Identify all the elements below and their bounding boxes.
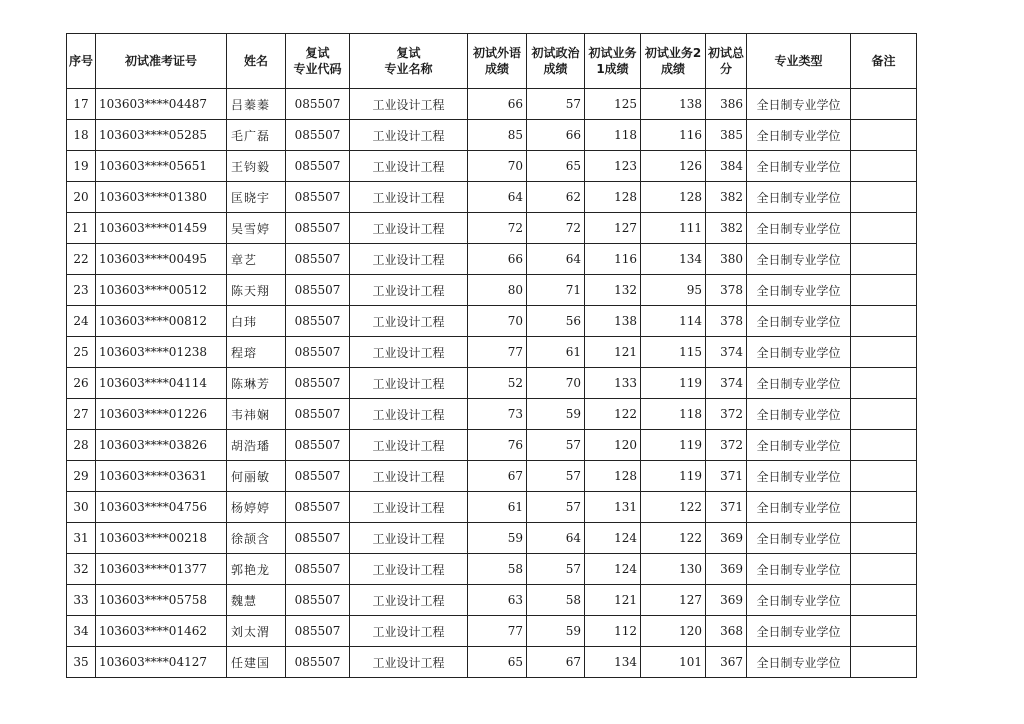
cell-foreign: 77 bbox=[468, 616, 527, 647]
cell-name: 王钧毅 bbox=[227, 151, 286, 182]
cell-foreign: 59 bbox=[468, 523, 527, 554]
cell-subject1: 121 bbox=[585, 337, 641, 368]
cell-seq: 32 bbox=[67, 554, 96, 585]
cell-exam-id: 103603****01380 bbox=[96, 182, 227, 213]
column-header-foreign bbox=[468, 34, 527, 89]
cell-major-name: 工业设计工程 bbox=[350, 120, 468, 151]
cell-major-name: 工业设计工程 bbox=[350, 616, 468, 647]
cell-total: 369 bbox=[706, 585, 747, 616]
column-header-line2: 专业名称 bbox=[384, 62, 433, 76]
cell-exam-id: 103603****01226 bbox=[96, 399, 227, 430]
cell-exam-id: 103603****00812 bbox=[96, 306, 227, 337]
cell-major-code: 085507 bbox=[286, 492, 350, 523]
cell-subject2: 122 bbox=[641, 492, 706, 523]
cell-foreign: 70 bbox=[468, 151, 527, 182]
cell-type: 全日制专业学位 bbox=[747, 213, 851, 244]
cell-type: 全日制专业学位 bbox=[747, 368, 851, 399]
cell-subject1: 125 bbox=[585, 89, 641, 120]
cell-major-name: 工业设计工程 bbox=[350, 523, 468, 554]
column-header-line1: 初试外语 bbox=[472, 46, 521, 60]
cell-seq: 20 bbox=[67, 182, 96, 213]
table-row bbox=[67, 306, 917, 337]
cell-note bbox=[851, 244, 917, 275]
cell-exam-id: 103603****05651 bbox=[96, 151, 227, 182]
cell-major-name: 工业设计工程 bbox=[350, 213, 468, 244]
cell-foreign: 64 bbox=[468, 182, 527, 213]
cell-major-name: 工业设计工程 bbox=[350, 275, 468, 306]
cell-note bbox=[851, 492, 917, 523]
cell-name: 陈天翔 bbox=[227, 275, 286, 306]
cell-politics: 59 bbox=[527, 399, 585, 430]
cell-major-code: 085507 bbox=[286, 182, 350, 213]
cell-total: 380 bbox=[706, 244, 747, 275]
cell-exam-id: 103603****04127 bbox=[96, 647, 227, 678]
cell-name: 郭艳龙 bbox=[227, 554, 286, 585]
cell-name: 陈琳芳 bbox=[227, 368, 286, 399]
cell-name: 胡浩璠 bbox=[227, 430, 286, 461]
table-row bbox=[67, 461, 917, 492]
cell-major-code: 085507 bbox=[286, 647, 350, 678]
cell-total: 371 bbox=[706, 461, 747, 492]
cell-type: 全日制专业学位 bbox=[747, 120, 851, 151]
cell-seq: 31 bbox=[67, 523, 96, 554]
table-row bbox=[67, 151, 917, 182]
table-row bbox=[67, 275, 917, 306]
cell-major-code: 085507 bbox=[286, 523, 350, 554]
cell-name: 杨婷婷 bbox=[227, 492, 286, 523]
cell-total: 369 bbox=[706, 523, 747, 554]
cell-type: 全日制专业学位 bbox=[747, 523, 851, 554]
score-table bbox=[66, 33, 917, 678]
cell-major-code: 085507 bbox=[286, 151, 350, 182]
cell-name: 韦祎娴 bbox=[227, 399, 286, 430]
table-row bbox=[67, 213, 917, 244]
column-header-type bbox=[747, 34, 851, 89]
cell-total: 382 bbox=[706, 213, 747, 244]
cell-name: 刘太渭 bbox=[227, 616, 286, 647]
column-header-line1: 专业类型 bbox=[774, 54, 823, 68]
cell-exam-id: 103603****04487 bbox=[96, 89, 227, 120]
cell-note bbox=[851, 213, 917, 244]
column-header-subject2 bbox=[641, 34, 706, 89]
cell-foreign: 72 bbox=[468, 213, 527, 244]
column-header-line1: 初试业务 bbox=[588, 46, 637, 60]
cell-seq: 34 bbox=[67, 616, 96, 647]
column-header-line1: 复试 bbox=[396, 46, 421, 60]
cell-type: 全日制专业学位 bbox=[747, 306, 851, 337]
cell-foreign: 66 bbox=[468, 244, 527, 275]
cell-type: 全日制专业学位 bbox=[747, 461, 851, 492]
cell-exam-id: 103603****05285 bbox=[96, 120, 227, 151]
column-header-line2: 专业代码 bbox=[293, 62, 342, 76]
cell-note bbox=[851, 554, 917, 585]
cell-total: 368 bbox=[706, 616, 747, 647]
cell-exam-id: 103603****00495 bbox=[96, 244, 227, 275]
cell-type: 全日制专业学位 bbox=[747, 89, 851, 120]
cell-total: 385 bbox=[706, 120, 747, 151]
cell-name: 徐颉含 bbox=[227, 523, 286, 554]
table-row bbox=[67, 647, 917, 678]
cell-major-code: 085507 bbox=[286, 461, 350, 492]
cell-total: 372 bbox=[706, 399, 747, 430]
cell-foreign: 85 bbox=[468, 120, 527, 151]
cell-subject1: 116 bbox=[585, 244, 641, 275]
cell-subject2: 116 bbox=[641, 120, 706, 151]
cell-subject1: 118 bbox=[585, 120, 641, 151]
cell-exam-id: 103603****04114 bbox=[96, 368, 227, 399]
table-header bbox=[67, 34, 917, 89]
table-row bbox=[67, 244, 917, 275]
cell-seq: 24 bbox=[67, 306, 96, 337]
cell-seq: 28 bbox=[67, 430, 96, 461]
cell-major-name: 工业设计工程 bbox=[350, 585, 468, 616]
cell-subject2: 111 bbox=[641, 213, 706, 244]
cell-subject2: 128 bbox=[641, 182, 706, 213]
column-header-line2: 分 bbox=[719, 62, 732, 76]
cell-politics: 56 bbox=[527, 306, 585, 337]
table-row bbox=[67, 554, 917, 585]
column-header-line2: 成绩 bbox=[660, 62, 685, 76]
cell-major-code: 085507 bbox=[286, 120, 350, 151]
cell-note bbox=[851, 399, 917, 430]
cell-name: 程瑢 bbox=[227, 337, 286, 368]
cell-note bbox=[851, 151, 917, 182]
cell-politics: 57 bbox=[527, 492, 585, 523]
column-header-line2: 成绩 bbox=[484, 62, 509, 76]
column-header-line1: 备注 bbox=[871, 54, 896, 68]
table-row bbox=[67, 89, 917, 120]
cell-total: 374 bbox=[706, 368, 747, 399]
cell-subject2: 122 bbox=[641, 523, 706, 554]
cell-type: 全日制专业学位 bbox=[747, 554, 851, 585]
cell-subject2: 120 bbox=[641, 616, 706, 647]
cell-major-name: 工业设计工程 bbox=[350, 647, 468, 678]
column-header-exam-id bbox=[96, 34, 227, 89]
column-header-line1: 初试总 bbox=[707, 46, 744, 60]
cell-politics: 71 bbox=[527, 275, 585, 306]
cell-type: 全日制专业学位 bbox=[747, 492, 851, 523]
cell-seq: 35 bbox=[67, 647, 96, 678]
cell-subject1: 121 bbox=[585, 585, 641, 616]
table-row bbox=[67, 492, 917, 523]
column-header-line1: 姓名 bbox=[243, 54, 268, 68]
cell-name: 魏慧 bbox=[227, 585, 286, 616]
cell-total: 384 bbox=[706, 151, 747, 182]
cell-subject1: 128 bbox=[585, 182, 641, 213]
cell-politics: 65 bbox=[527, 151, 585, 182]
cell-exam-id: 103603****05758 bbox=[96, 585, 227, 616]
cell-subject2: 134 bbox=[641, 244, 706, 275]
cell-politics: 67 bbox=[527, 647, 585, 678]
cell-major-code: 085507 bbox=[286, 213, 350, 244]
cell-note bbox=[851, 461, 917, 492]
table-row bbox=[67, 368, 917, 399]
cell-note bbox=[851, 89, 917, 120]
table-row bbox=[67, 120, 917, 151]
cell-foreign: 67 bbox=[468, 461, 527, 492]
cell-subject2: 127 bbox=[641, 585, 706, 616]
cell-major-code: 085507 bbox=[286, 368, 350, 399]
column-header-line2: 成绩 bbox=[543, 62, 568, 76]
cell-exam-id: 103603****01238 bbox=[96, 337, 227, 368]
cell-note bbox=[851, 430, 917, 461]
cell-major-code: 085507 bbox=[286, 585, 350, 616]
cell-seq: 26 bbox=[67, 368, 96, 399]
table-row bbox=[67, 523, 917, 554]
cell-name: 吴雪婷 bbox=[227, 213, 286, 244]
column-header-politics bbox=[527, 34, 585, 89]
cell-note bbox=[851, 616, 917, 647]
cell-politics: 64 bbox=[527, 244, 585, 275]
table-row bbox=[67, 337, 917, 368]
cell-major-code: 085507 bbox=[286, 306, 350, 337]
cell-exam-id: 103603****03826 bbox=[96, 430, 227, 461]
cell-name: 匡晓宇 bbox=[227, 182, 286, 213]
cell-subject1: 131 bbox=[585, 492, 641, 523]
cell-major-code: 085507 bbox=[286, 275, 350, 306]
cell-type: 全日制专业学位 bbox=[747, 275, 851, 306]
cell-subject2: 118 bbox=[641, 399, 706, 430]
cell-total: 378 bbox=[706, 306, 747, 337]
cell-note bbox=[851, 275, 917, 306]
cell-subject2: 119 bbox=[641, 461, 706, 492]
cell-seq: 27 bbox=[67, 399, 96, 430]
cell-major-name: 工业设计工程 bbox=[350, 182, 468, 213]
cell-name: 吕蓁蓁 bbox=[227, 89, 286, 120]
cell-major-code: 085507 bbox=[286, 89, 350, 120]
cell-subject2: 115 bbox=[641, 337, 706, 368]
cell-exam-id: 103603****03631 bbox=[96, 461, 227, 492]
cell-subject1: 124 bbox=[585, 523, 641, 554]
cell-type: 全日制专业学位 bbox=[747, 647, 851, 678]
column-header-line1: 复试 bbox=[305, 46, 330, 60]
cell-foreign: 80 bbox=[468, 275, 527, 306]
column-header-total bbox=[706, 34, 747, 89]
cell-foreign: 66 bbox=[468, 89, 527, 120]
cell-type: 全日制专业学位 bbox=[747, 337, 851, 368]
cell-foreign: 58 bbox=[468, 554, 527, 585]
cell-note bbox=[851, 182, 917, 213]
cell-total: 367 bbox=[706, 647, 747, 678]
cell-seq: 29 bbox=[67, 461, 96, 492]
cell-exam-id: 103603****01459 bbox=[96, 213, 227, 244]
cell-exam-id: 103603****00512 bbox=[96, 275, 227, 306]
cell-total: 382 bbox=[706, 182, 747, 213]
cell-foreign: 77 bbox=[468, 337, 527, 368]
cell-total: 369 bbox=[706, 554, 747, 585]
cell-exam-id: 103603****04756 bbox=[96, 492, 227, 523]
cell-note bbox=[851, 647, 917, 678]
cell-seq: 33 bbox=[67, 585, 96, 616]
cell-politics: 62 bbox=[527, 182, 585, 213]
cell-note bbox=[851, 337, 917, 368]
cell-subject1: 120 bbox=[585, 430, 641, 461]
table-row bbox=[67, 399, 917, 430]
cell-exam-id: 103603****01462 bbox=[96, 616, 227, 647]
cell-major-name: 工业设计工程 bbox=[350, 89, 468, 120]
table-row bbox=[67, 182, 917, 213]
cell-note bbox=[851, 368, 917, 399]
cell-major-name: 工业设计工程 bbox=[350, 337, 468, 368]
cell-major-name: 工业设计工程 bbox=[350, 244, 468, 275]
cell-subject1: 133 bbox=[585, 368, 641, 399]
column-header-line1: 序号 bbox=[68, 54, 93, 68]
cell-total: 372 bbox=[706, 430, 747, 461]
cell-seq: 23 bbox=[67, 275, 96, 306]
cell-politics: 64 bbox=[527, 523, 585, 554]
cell-exam-id: 103603****01377 bbox=[96, 554, 227, 585]
cell-foreign: 70 bbox=[468, 306, 527, 337]
cell-politics: 57 bbox=[527, 554, 585, 585]
cell-subject1: 134 bbox=[585, 647, 641, 678]
cell-subject1: 138 bbox=[585, 306, 641, 337]
cell-subject1: 132 bbox=[585, 275, 641, 306]
cell-note bbox=[851, 523, 917, 554]
cell-seq: 21 bbox=[67, 213, 96, 244]
cell-total: 386 bbox=[706, 89, 747, 120]
cell-major-name: 工业设计工程 bbox=[350, 461, 468, 492]
cell-major-name: 工业设计工程 bbox=[350, 306, 468, 337]
cell-note bbox=[851, 120, 917, 151]
cell-subject1: 122 bbox=[585, 399, 641, 430]
cell-name: 毛广磊 bbox=[227, 120, 286, 151]
cell-subject1: 124 bbox=[585, 554, 641, 585]
cell-politics: 70 bbox=[527, 368, 585, 399]
cell-politics: 66 bbox=[527, 120, 585, 151]
cell-foreign: 76 bbox=[468, 430, 527, 461]
column-header-line2: 1成绩 bbox=[596, 62, 629, 76]
cell-subject2: 119 bbox=[641, 368, 706, 399]
cell-total: 374 bbox=[706, 337, 747, 368]
cell-type: 全日制专业学位 bbox=[747, 182, 851, 213]
cell-foreign: 61 bbox=[468, 492, 527, 523]
cell-type: 全日制专业学位 bbox=[747, 616, 851, 647]
cell-major-code: 085507 bbox=[286, 616, 350, 647]
table-row bbox=[67, 585, 917, 616]
column-header-subject1 bbox=[585, 34, 641, 89]
cell-total: 378 bbox=[706, 275, 747, 306]
cell-foreign: 63 bbox=[468, 585, 527, 616]
cell-name: 任建国 bbox=[227, 647, 286, 678]
cell-foreign: 73 bbox=[468, 399, 527, 430]
cell-politics: 57 bbox=[527, 430, 585, 461]
cell-major-code: 085507 bbox=[286, 244, 350, 275]
column-header-line1: 初试政治 bbox=[531, 46, 580, 60]
cell-seq: 25 bbox=[67, 337, 96, 368]
cell-type: 全日制专业学位 bbox=[747, 151, 851, 182]
cell-name: 何丽敏 bbox=[227, 461, 286, 492]
cell-major-code: 085507 bbox=[286, 554, 350, 585]
cell-politics: 58 bbox=[527, 585, 585, 616]
cell-type: 全日制专业学位 bbox=[747, 399, 851, 430]
cell-seq: 19 bbox=[67, 151, 96, 182]
cell-politics: 61 bbox=[527, 337, 585, 368]
cell-subject2: 114 bbox=[641, 306, 706, 337]
cell-note bbox=[851, 585, 917, 616]
column-header-major-code bbox=[286, 34, 350, 89]
cell-politics: 57 bbox=[527, 461, 585, 492]
cell-politics: 72 bbox=[527, 213, 585, 244]
cell-total: 371 bbox=[706, 492, 747, 523]
cell-name: 白玮 bbox=[227, 306, 286, 337]
cell-name: 章艺 bbox=[227, 244, 286, 275]
cell-foreign: 52 bbox=[468, 368, 527, 399]
cell-subject2: 119 bbox=[641, 430, 706, 461]
header-row bbox=[67, 34, 917, 89]
cell-major-name: 工业设计工程 bbox=[350, 151, 468, 182]
cell-politics: 57 bbox=[527, 89, 585, 120]
column-header-seq bbox=[67, 34, 96, 89]
cell-subject2: 130 bbox=[641, 554, 706, 585]
cell-seq: 18 bbox=[67, 120, 96, 151]
column-header-line1: 初试准考证号 bbox=[124, 54, 197, 68]
cell-subject2: 126 bbox=[641, 151, 706, 182]
cell-seq: 22 bbox=[67, 244, 96, 275]
cell-subject2: 101 bbox=[641, 647, 706, 678]
cell-major-name: 工业设计工程 bbox=[350, 368, 468, 399]
cell-type: 全日制专业学位 bbox=[747, 430, 851, 461]
column-header-major-name bbox=[350, 34, 468, 89]
cell-subject2: 95 bbox=[641, 275, 706, 306]
cell-subject2: 138 bbox=[641, 89, 706, 120]
cell-major-name: 工业设计工程 bbox=[350, 399, 468, 430]
cell-subject1: 127 bbox=[585, 213, 641, 244]
cell-subject1: 112 bbox=[585, 616, 641, 647]
cell-type: 全日制专业学位 bbox=[747, 244, 851, 275]
cell-major-name: 工业设计工程 bbox=[350, 492, 468, 523]
cell-major-code: 085507 bbox=[286, 399, 350, 430]
cell-exam-id: 103603****00218 bbox=[96, 523, 227, 554]
cell-major-code: 085507 bbox=[286, 337, 350, 368]
column-header-line1: 初试业务2 bbox=[644, 46, 702, 60]
table-row bbox=[67, 430, 917, 461]
cell-major-name: 工业设计工程 bbox=[350, 554, 468, 585]
score-sheet bbox=[66, 33, 917, 678]
cell-seq: 17 bbox=[67, 89, 96, 120]
cell-politics: 59 bbox=[527, 616, 585, 647]
cell-major-name: 工业设计工程 bbox=[350, 430, 468, 461]
table-row bbox=[67, 616, 917, 647]
cell-seq: 30 bbox=[67, 492, 96, 523]
column-header-name bbox=[227, 34, 286, 89]
cell-foreign: 65 bbox=[468, 647, 527, 678]
cell-major-code: 085507 bbox=[286, 430, 350, 461]
cell-type: 全日制专业学位 bbox=[747, 585, 851, 616]
cell-note bbox=[851, 306, 917, 337]
cell-subject1: 128 bbox=[585, 461, 641, 492]
table-body bbox=[67, 89, 917, 678]
column-header-note bbox=[851, 34, 917, 89]
cell-subject1: 123 bbox=[585, 151, 641, 182]
